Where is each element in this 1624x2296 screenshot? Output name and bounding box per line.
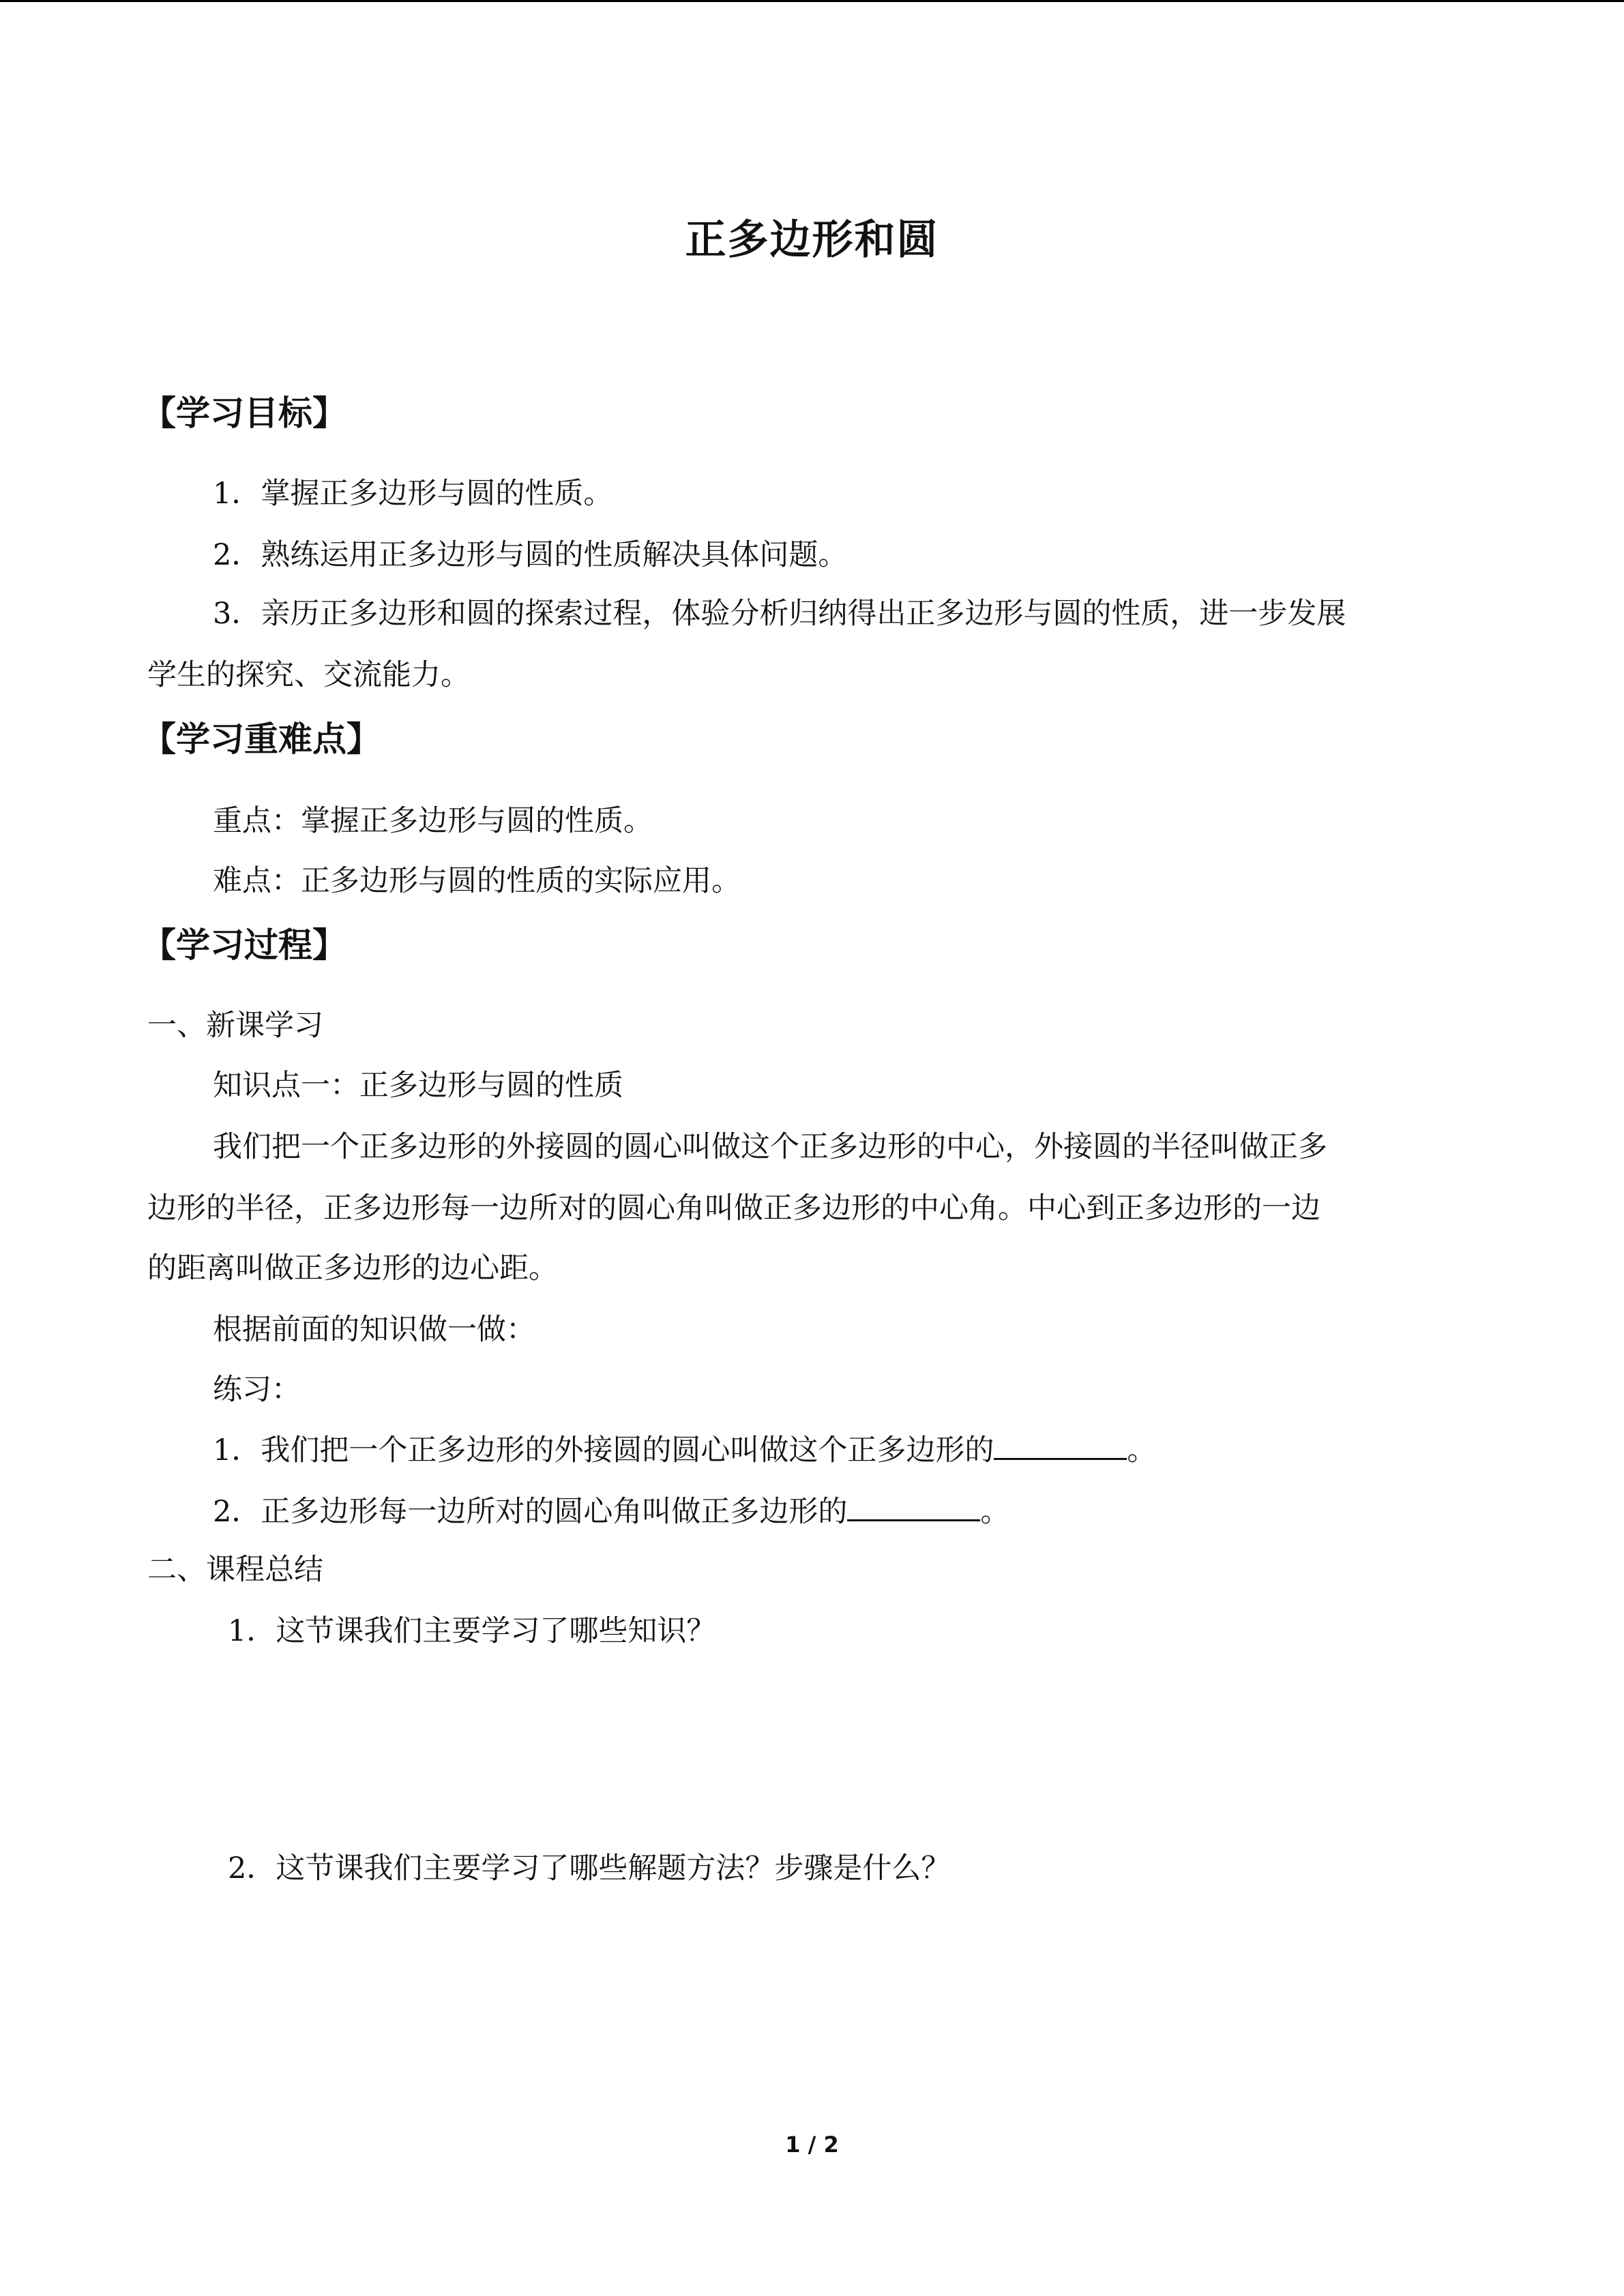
practice-label: 练习：: [213, 1373, 301, 1407]
definition-paragraph-line-3: 的距离叫做正多边形的边心距。: [147, 1251, 558, 1285]
key-point: 重点：掌握正多边形与圆的性质。: [213, 804, 653, 838]
summary-question-2: 2．这节课我们主要学习了哪些解题方法？步骤是什么？: [228, 1851, 951, 1885]
practice-question-2-text: 2．正多边形每一边所对的圆心角叫做正多边形的: [213, 1495, 848, 1529]
practice-question-2: [213, 1492, 1009, 1531]
difficult-point: 难点：正多边形与圆的性质的实际应用。: [213, 864, 741, 898]
knowledge-point-title: 知识点一：正多边形与圆的性质: [213, 1069, 623, 1103]
definition-paragraph-line-1: 我们把一个正多边形的外接圆的圆心叫做这个正多边形的中心，外接圆的半径叫做正多: [213, 1130, 1327, 1164]
objective-item-3: 3．亲历正多边形和圆的探索过程，体验分析归纳得出正多边形与圆的性质，进一步发展: [213, 597, 1346, 631]
practice-question-1-period: 。: [1127, 1433, 1157, 1467]
section-heading-process: 【学习过程】: [142, 925, 346, 965]
practice-question-2-period: 。: [980, 1495, 1010, 1529]
page-top-border: [0, 0, 1624, 2]
part1-title: 一、新课学习: [147, 1009, 323, 1043]
part2-title: 二、课程总结: [147, 1553, 323, 1587]
objective-item-2: 2．熟练运用正多边形与圆的性质解决具体问题。: [213, 538, 848, 572]
page-number: 1 / 2: [785, 2132, 839, 2158]
summary-question-1: 1．这节课我们主要学习了哪些知识？: [228, 1614, 716, 1648]
objective-item-3-continued: 学生的探究、交流能力。: [147, 658, 470, 692]
practice-intro: 根据前面的知识做一做：: [213, 1313, 535, 1347]
practice-question-1: [213, 1431, 1156, 1470]
section-heading-objectives: 【学习目标】: [142, 393, 346, 433]
document-title: 正多边形和圆: [685, 216, 939, 264]
answer-blank-2[interactable]: [847, 1492, 980, 1521]
objective-item-1: 1．掌握正多边形与圆的性质。: [213, 477, 613, 511]
section-heading-key-points: 【学习重难点】: [142, 719, 381, 759]
answer-blank-1[interactable]: [994, 1431, 1127, 1460]
practice-question-1-text: 1．我们把一个正多边形的外接圆的圆心叫做这个正多边形的: [213, 1433, 994, 1467]
definition-paragraph-line-2: 边形的半径，正多边形每一边所对的圆心角叫做正多边形的中心角。中心到正多边形的一边: [147, 1191, 1320, 1225]
